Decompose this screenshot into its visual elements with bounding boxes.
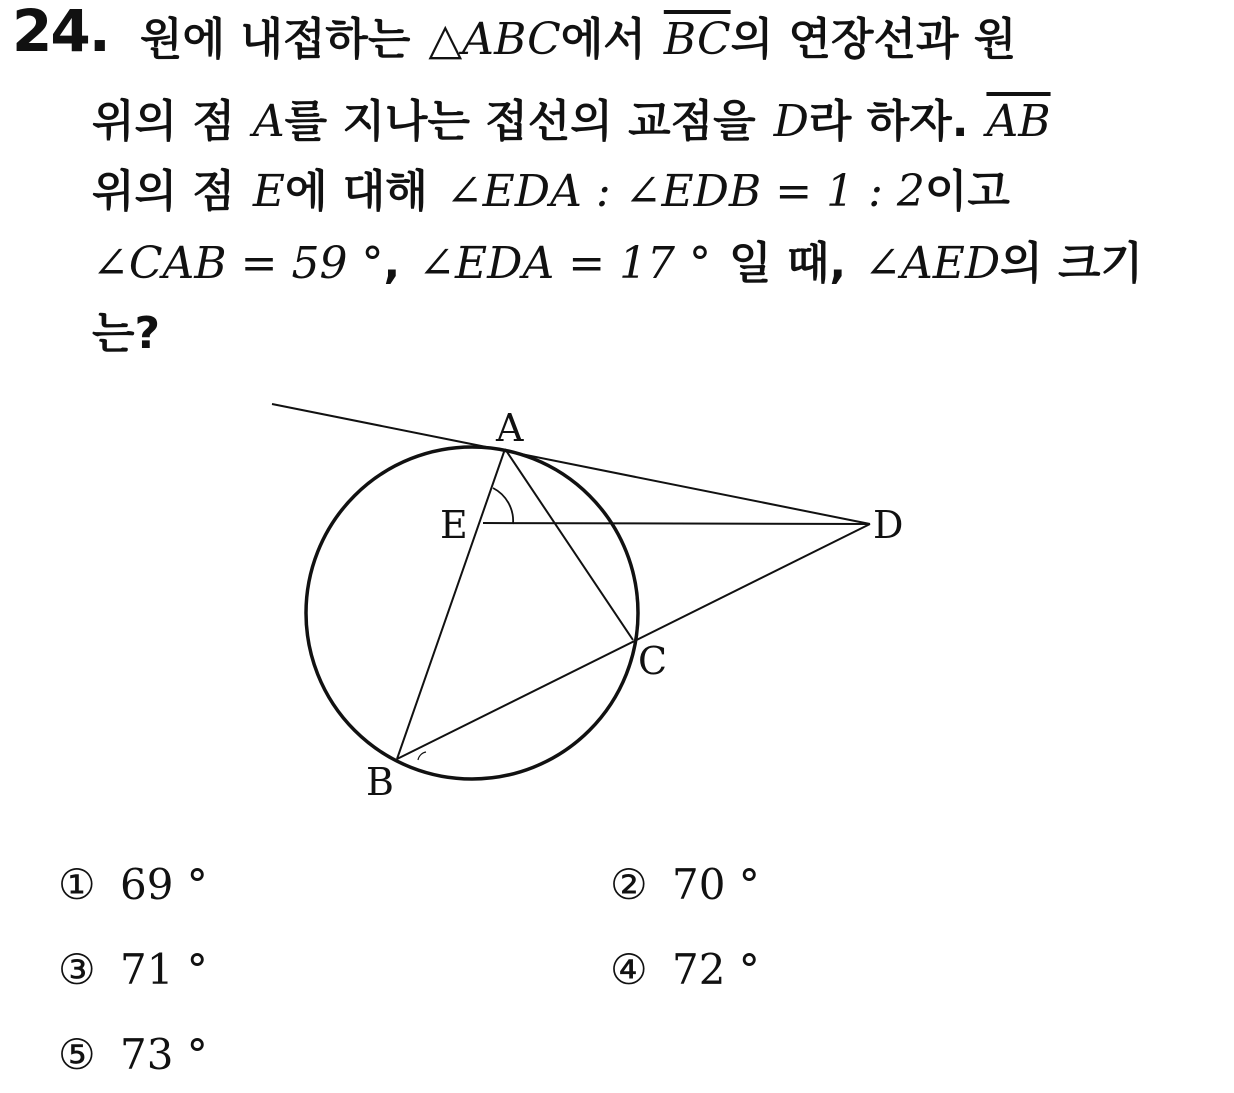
label-e: E <box>440 503 468 547</box>
question-number: 24. <box>12 0 109 65</box>
point-a: A <box>252 96 285 147</box>
condition-cab: ∠CAB = 59 ° <box>92 238 384 289</box>
choice-2[interactable] <box>610 860 760 909</box>
label-a: A <box>496 406 524 450</box>
segment-ed <box>483 523 870 524</box>
tangent-line <box>272 404 870 524</box>
choice-number: ② <box>610 860 648 909</box>
choice-4[interactable] <box>610 945 760 994</box>
text: 에서 <box>560 14 646 65</box>
condition-eda: ∠EDA = 17 ° <box>418 238 712 289</box>
segment-ab: $\overline{AB}$ <box>986 96 1051 147</box>
text: 위의 점 <box>92 96 235 147</box>
text: 원에 내접하는 <box>140 14 411 65</box>
secant-bd <box>397 524 870 759</box>
choice-number: ④ <box>610 945 648 994</box>
text: 에 대해 <box>284 166 428 217</box>
text: , <box>383 238 401 289</box>
choice-value: 69 ° <box>120 860 208 909</box>
text: 의 연장선과 원 <box>730 14 1017 65</box>
choice-value: 70 ° <box>672 860 760 909</box>
angle-arc-aed <box>493 488 513 524</box>
choice-value: 72 ° <box>672 945 760 994</box>
text: 이고 <box>924 166 1010 217</box>
choice-value: 73 ° <box>120 1030 208 1079</box>
choice-number: ⑤ <box>58 1030 96 1079</box>
label-c: C <box>638 639 668 683</box>
point-d: D <box>773 96 809 147</box>
text: 의 크기 <box>1000 238 1143 289</box>
point-e: E <box>252 166 285 217</box>
choice-1[interactable] <box>58 860 208 909</box>
question-line-5: 는? <box>92 308 161 359</box>
choice-value: 71 ° <box>120 945 208 994</box>
label-b: B <box>366 760 394 804</box>
text: 를 지나는 접선의 교점을 <box>284 96 756 147</box>
circle <box>306 447 638 779</box>
text: 일 때, <box>729 238 847 289</box>
text: 라 하자. <box>808 96 969 147</box>
angle-aed: ∠AED <box>864 238 1001 289</box>
angle-mark-b <box>418 752 426 760</box>
choice-5[interactable] <box>58 1030 208 1079</box>
segment-bc: $\overline{BC}$ <box>663 14 731 65</box>
choice-number: ③ <box>58 945 96 994</box>
choice-3[interactable] <box>58 945 208 994</box>
triangle-abc: △ABC <box>428 14 561 65</box>
label-d: D <box>873 503 904 547</box>
text: 위의 점 <box>92 166 235 217</box>
choice-number: ① <box>58 860 96 909</box>
angle-ratio: ∠EDA : ∠EDB = 1 : 2 <box>445 166 925 217</box>
